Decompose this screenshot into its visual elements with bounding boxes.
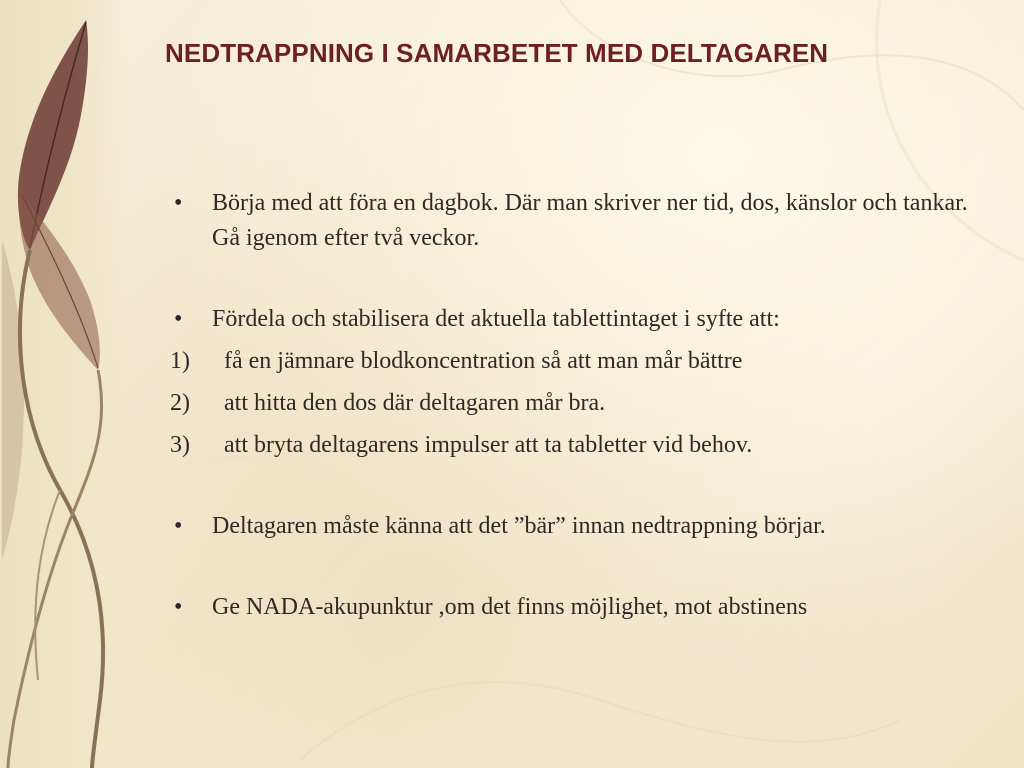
bullet-marker: • xyxy=(174,190,183,216)
list-item-text: Ge NADA-akupunktur ,om det finns möjlighet, mot abstinens xyxy=(212,594,808,620)
number-marker: 3) xyxy=(170,432,190,458)
list-item-text: Fördela och stabilisera det aktuella tablettintaget i syfte att: xyxy=(212,306,780,332)
numbered-item xyxy=(170,428,970,463)
list-item xyxy=(170,186,970,256)
leaf-lower xyxy=(2,240,24,560)
slide-title: NEDTRAPPNING I SAMARBETET MED DELTAGAREN xyxy=(165,38,829,68)
numbered-item-text: få en jämnare blodkoncentration så att man mår bättre xyxy=(224,348,743,374)
slide-content xyxy=(170,186,970,625)
number-marker: 1) xyxy=(170,348,190,374)
numbered-item xyxy=(170,344,970,379)
leaf-illustration xyxy=(0,0,140,768)
list-item-text: Börja med att föra en dagbok. Där man skriver ner tid, dos, känslor och tankar. Gå igenom efter två veckor. xyxy=(212,190,968,251)
numbered-item-text: att hitta den dos där deltagaren mår bra. xyxy=(224,390,606,416)
bullet-marker: • xyxy=(174,306,183,332)
numbered-item xyxy=(170,386,970,421)
bullet-marker: • xyxy=(174,594,183,620)
leaf-middle xyxy=(19,190,100,370)
list-item-text: Deltagaren måste känna att det ”bär” innan nedtrappning börjar. xyxy=(212,513,826,539)
numbered-item-text: att bryta deltagarens impulser att ta tabletter vid behov. xyxy=(224,432,753,458)
list-item xyxy=(170,509,970,544)
number-marker: 2) xyxy=(170,390,190,416)
bullet-marker: • xyxy=(174,513,183,539)
list-item xyxy=(170,302,970,337)
list-item xyxy=(170,590,970,625)
